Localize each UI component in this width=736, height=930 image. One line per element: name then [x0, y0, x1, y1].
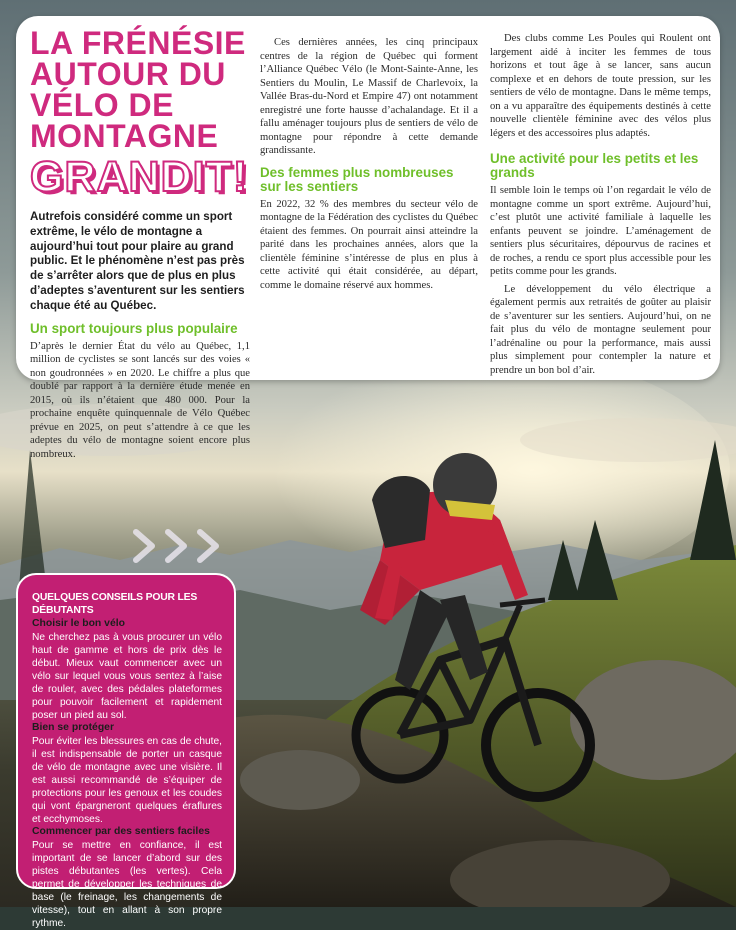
beginner-tips-box — [16, 573, 236, 930]
paragraph: En 2022, 32 % des membres du secteur vélo de montagne de la Fédération des cyclistes du Québec étaient des femmes. On pourrait ainsi atteindre la parité dans les prochaines années, alors que la clientèle féminine s’intéresse de plus en plus à cette activité qui était considérée, au départ, comme le domaine réservé aux hommes. — [260, 198, 478, 291]
paragraph: Ces dernières années, les cinq principaux centres de la région de Québec qui forment l’Alliance Québec Vélo (le Mont-Sainte-Anne, les Sentiers du Moulin, Le Massif de Charlevoix, la Vallée Bras-du-Nord et Empire 47) ont notamment enregistré une forte hausse d’achalandage. Et il a fallu aménager toujours plus de sentiers de vélo de montagne pour répondre à cette demande grandissante. — [260, 37, 478, 156]
title-emphasis: GRANDIT! — [30, 153, 249, 201]
title-line: VÉLO DE — [30, 87, 174, 123]
tip-heading: Bien se protéger — [32, 722, 114, 734]
paragraph: Des clubs comme Les Poules qui Roulent ont largement aidé à inciter les femmes de tous horizons et tout âge à se lancer, sans aucun complexe et en dehors de toute pression, sur les sentiers de vélo de montagne. Dans le même temps, on a vu apparaître des équipements destinés à cette nouvelle clientèle féminine avec des vélos plus légers et des accessoires plus adaptés. — [490, 33, 711, 139]
article-column-2 — [260, 32, 478, 292]
article-column-3 — [490, 32, 711, 377]
tip-item — [32, 618, 222, 722]
article-panel — [16, 16, 720, 460]
section-heading-popularity: Un sport toujours plus populaire — [30, 320, 238, 336]
article-title — [30, 25, 250, 154]
tip-item — [32, 826, 222, 930]
tip-heading: Choisir le bon vélo — [32, 618, 125, 629]
section-heading-women: Des femmes plus nombreuses sur les sentiers — [260, 164, 454, 194]
paragraph: D’après le dernier État du vélo au Québec, 1,1 million de cyclistes se sont lancés sur des voies « non goudronnées » en 2020. Le chiffre a plus que doublé par rapport à la dernière étude menée en 2015, où ils n’étaient que 480 000. Pour la prochaine enquête quinquennale de Vélo Québec prévue en 2025, on peut s’attendre à ce que les adeptes du vélo de montagne soient encore plus nombreux. — [30, 340, 250, 460]
paragraph: Il semble loin le temps où l’on regardait le vélo de montagne comme un sport extrême. Aujourd’hui, c’est plutôt une activité familiale à laquelle les enfants peuvent se joindre. L’aménagement de sentiers plus sécuritaires, dépourvus de racines et de roches, a rendu ce sport plus accessible pour les petits comme pour les grands. — [490, 185, 711, 277]
chevron-arrows-icon — [130, 528, 230, 564]
tip-item — [32, 722, 222, 826]
tip-text: Pour éviter les blessures en cas de chute, il est indispensable de porter un casque de vélo de montagne avec une visière. Il est aussi recommandé de s’équiper de protections pour les genoux et les coudes qui vont épargneront quelques éraflures et ecchymoses. — [32, 735, 222, 826]
tips-title: QUELQUES CONSEILS POUR LES DÉBUTANTS — [32, 592, 198, 616]
section-popularity-text — [30, 340, 250, 462]
rock — [240, 750, 360, 810]
article-lede: Autrefois considéré comme un sport extrême, le vélo de montagne a aujourd’hui tout pour plaire au grand public. Et le phénomène n’est pas près de s’arrêter alors que de plus en plus d’adeptes s’aventurent sur les sentiers chaque été au Québec. — [30, 210, 245, 312]
title-line: LA FRÉNÉSIE — [30, 25, 246, 61]
tip-heading: Commencer par des sentiers faciles — [32, 826, 210, 838]
section-heading-family: Une activité pour les petits et les grands — [490, 151, 699, 180]
title-line: AUTOUR DU — [30, 56, 226, 92]
article-column-1 — [30, 25, 250, 461]
tip-text: Pour se mettre en confiance, il est important de se lancer d’abord sur des pistes débutantes (les vertes). Cela permet de développer les techniques de base (le freinage, les changements de vitesse), tout en allant à son propre rythme. — [32, 839, 222, 930]
paragraph: Le développement du vélo électrique a également permis aux retraités de goûter au plaisir de s’aventurer sur les sentiers. Aujourd’hui, on ne fait plus du vélo de montagne seulement pour l’adrénaline ou pour la performance, mais aussi plus simplement pour contempler la nature et prendre un bon bol d’air. — [490, 283, 711, 376]
tip-text: Ne cherchez pas à vous procurer un vélo haut de gamme et hors de prix dès le début. Mieux vaut commencer avec un vélo sur lequel vous vous sentez à l’aise de rouler, avec des pédales plateformes pour pouvoir facilement et rapidement poser un pied au sol. — [32, 631, 222, 722]
title-line: MONTAGNE — [30, 118, 219, 154]
